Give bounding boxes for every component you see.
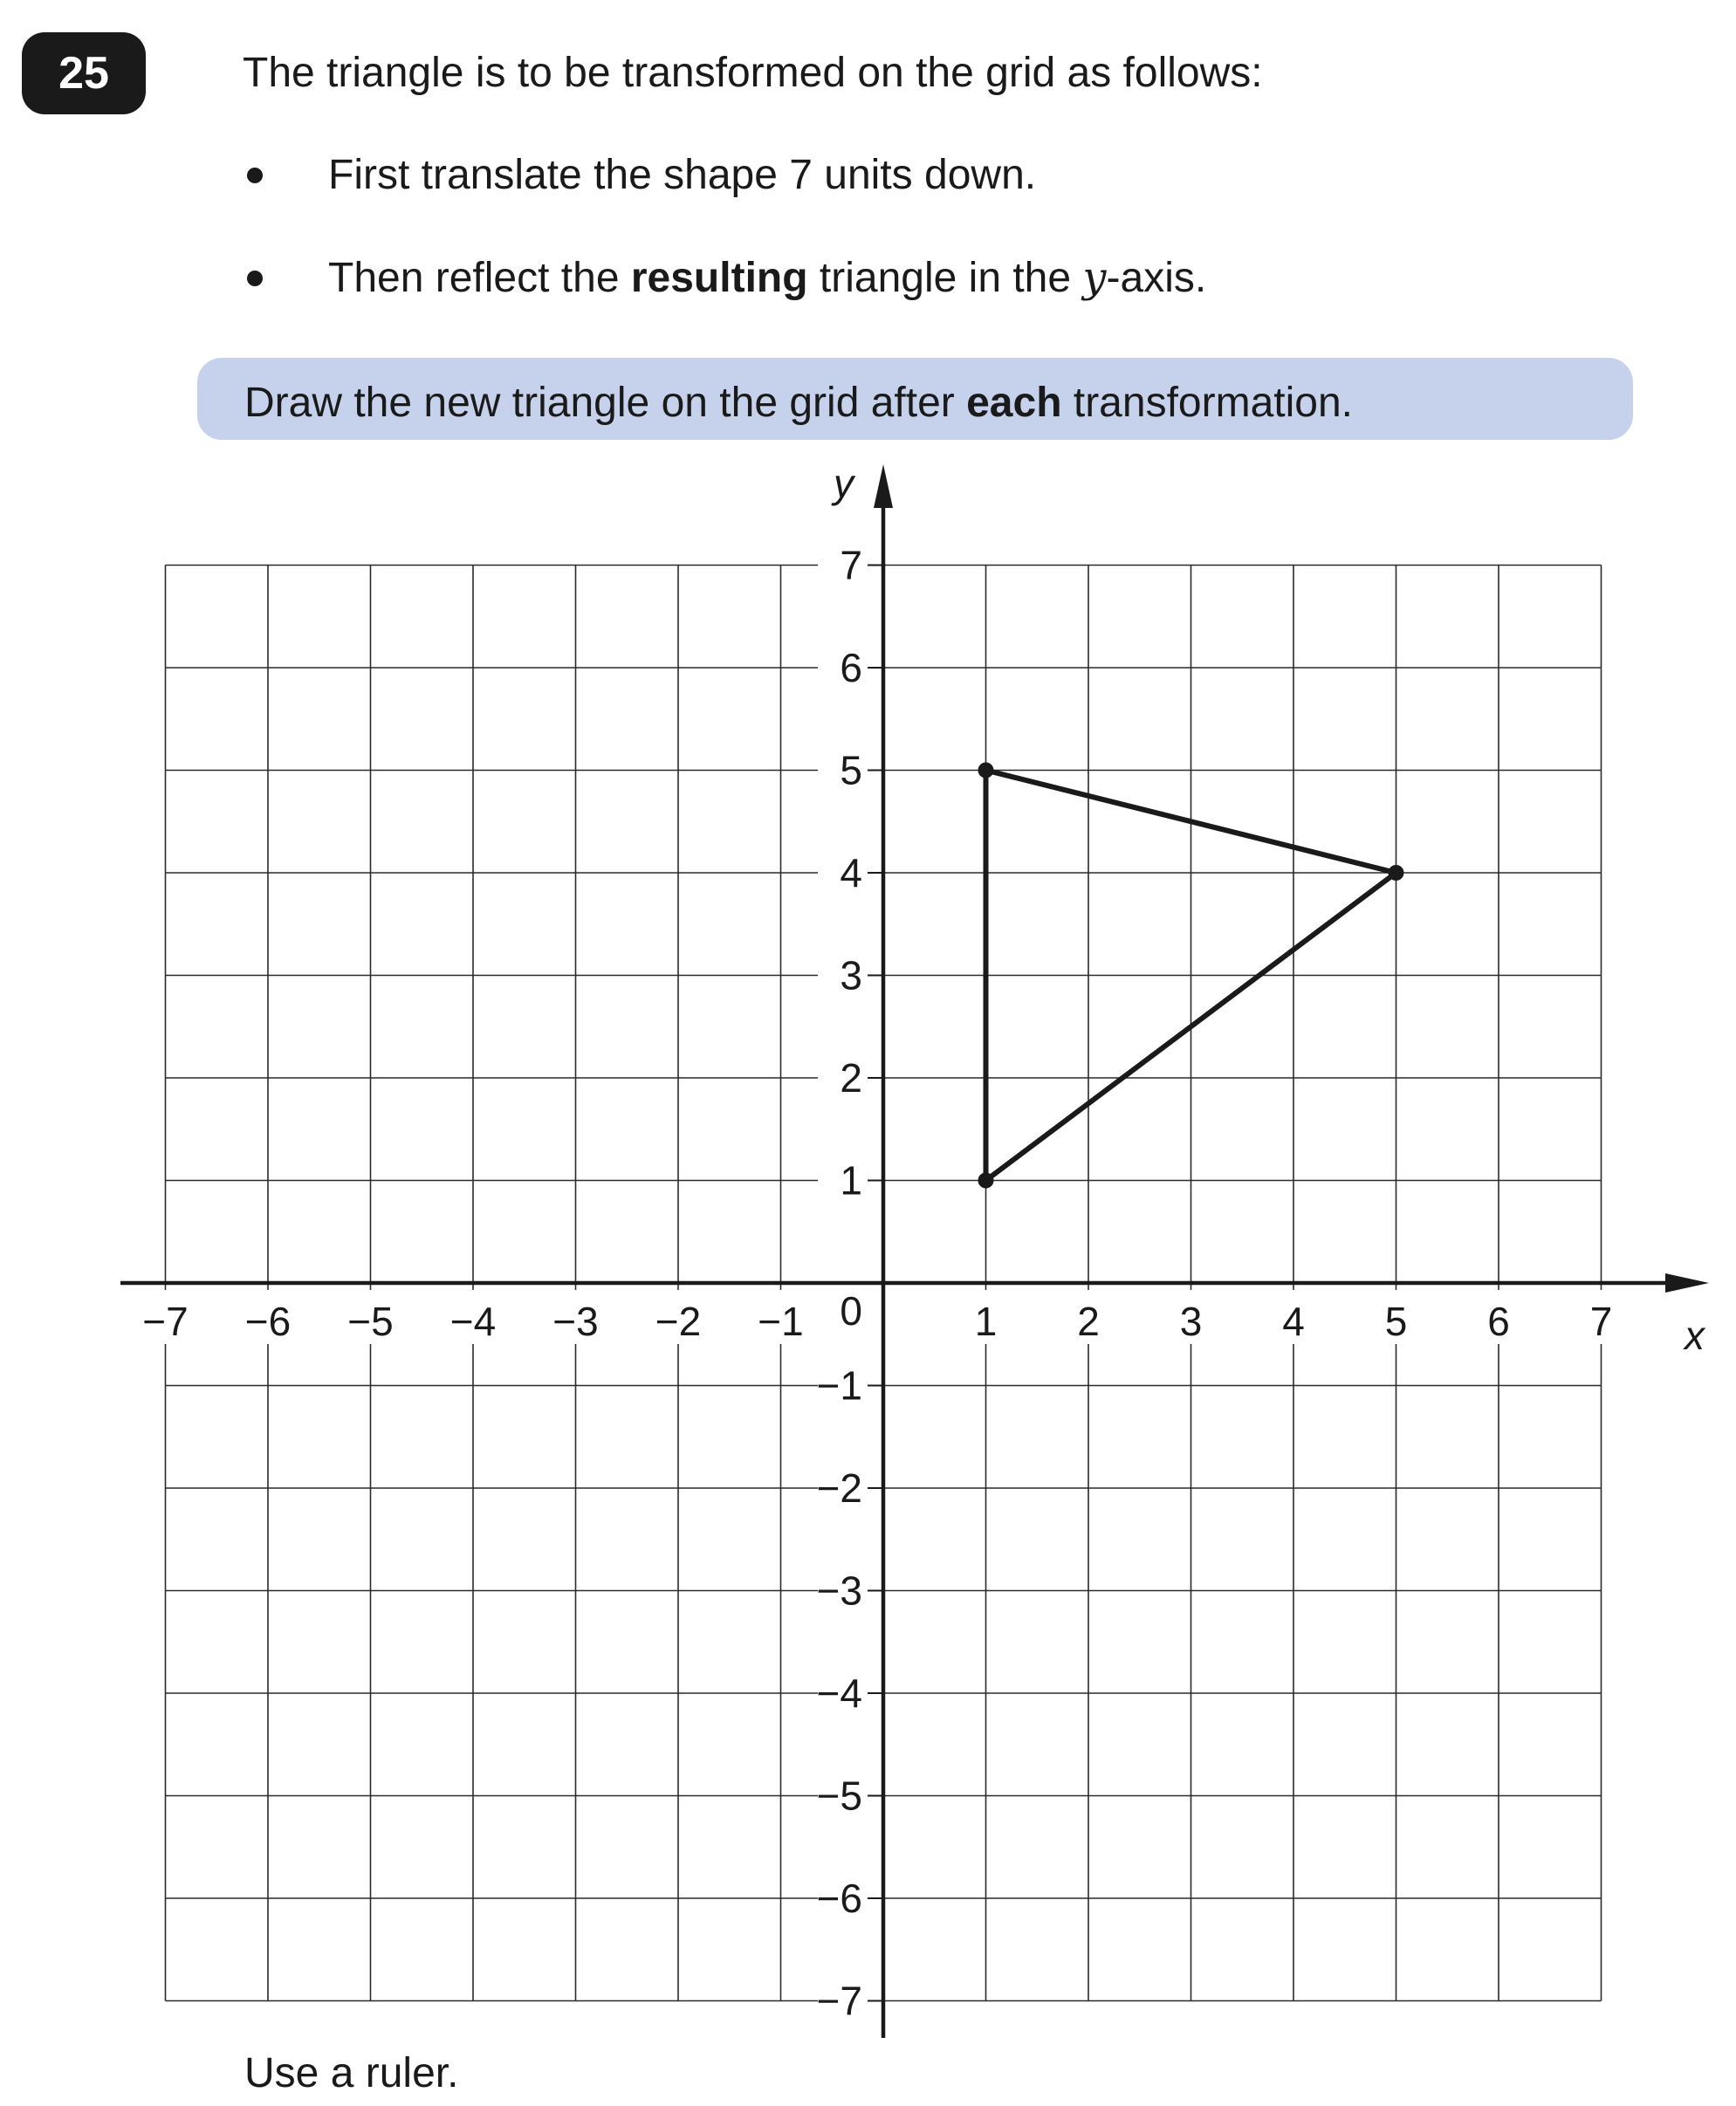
y-tick-label: −6 bbox=[816, 1876, 862, 1921]
y-tick-label: 2 bbox=[840, 1055, 862, 1101]
triangle-vertex bbox=[978, 763, 994, 779]
triangle-vertex bbox=[1389, 865, 1404, 881]
step-2-bold-word: resulting bbox=[630, 255, 808, 301]
y-tick-label: 3 bbox=[840, 952, 862, 998]
step-1-text: First translate the shape 7 units down. bbox=[328, 152, 1037, 198]
x-tick-label: 6 bbox=[1487, 1299, 1510, 1344]
y-tick-label: 5 bbox=[840, 747, 862, 793]
x-tick-label: 4 bbox=[1282, 1299, 1305, 1344]
instruction-text: Draw the new triangle on the grid after each transformation. bbox=[244, 380, 1353, 426]
x-tick-label: −2 bbox=[655, 1299, 702, 1344]
triangle-vertex bbox=[978, 1173, 994, 1189]
x-tick-label: −6 bbox=[244, 1299, 292, 1344]
footer-instruction: Use a ruler. bbox=[244, 2050, 459, 2096]
question-intro: The triangle is to be transformed on the grid as follows: bbox=[243, 50, 1263, 96]
y-tick-label: 4 bbox=[840, 850, 862, 895]
x-axis-arrow-icon bbox=[1665, 1273, 1709, 1293]
x-tick-label: −4 bbox=[449, 1299, 497, 1344]
x-tick-label: 5 bbox=[1384, 1299, 1408, 1344]
y-tick-label: 1 bbox=[840, 1157, 862, 1204]
x-tick-label: 1 bbox=[974, 1299, 998, 1344]
x-tick-label: 2 bbox=[1077, 1299, 1100, 1344]
step-2-variable: y bbox=[1082, 253, 1107, 302]
y-tick-label: −4 bbox=[816, 1670, 862, 1716]
x-tick-label: −3 bbox=[552, 1299, 599, 1344]
x-tick-label: −5 bbox=[347, 1299, 394, 1344]
y-axis-arrow-icon bbox=[874, 464, 893, 508]
y-tick-label: −3 bbox=[816, 1567, 862, 1614]
x-tick-label: −7 bbox=[142, 1299, 189, 1344]
x-tick-label: 7 bbox=[1589, 1299, 1613, 1344]
x-tick-label: 3 bbox=[1179, 1299, 1203, 1344]
instruction-bold-word: each bbox=[966, 380, 1062, 426]
y-tick-label: 6 bbox=[840, 645, 862, 690]
y-tick-label: −1 bbox=[816, 1362, 862, 1409]
y-tick-label: −7 bbox=[816, 1978, 862, 2024]
y-tick-label: −2 bbox=[816, 1465, 862, 1511]
y-axis-label: y bbox=[834, 461, 854, 506]
step-2-text: Then reflect the resulting triangle in the y-axis. bbox=[328, 253, 1207, 302]
x-axis-label: x bbox=[1685, 1313, 1705, 1358]
question-number: 25 bbox=[58, 48, 109, 99]
origin-label: 0 bbox=[840, 1288, 862, 1334]
x-tick-label: −1 bbox=[758, 1299, 804, 1344]
y-tick-label: −5 bbox=[816, 1773, 862, 1819]
y-tick-label: 7 bbox=[840, 542, 862, 588]
